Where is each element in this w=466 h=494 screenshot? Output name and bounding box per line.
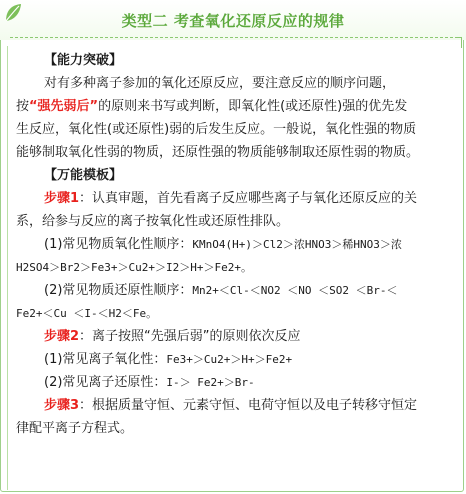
article-body	[16, 49, 454, 440]
section-heading-template: 【万能模板】	[44, 168, 123, 183]
step-label: 步骤2	[44, 329, 80, 344]
ion-oxidizing-line	[16, 348, 454, 371]
ion-reducing-line	[16, 371, 454, 394]
text: (2)常见离子还原性：	[44, 375, 167, 390]
step-line: 系，给参与反应的离子按氧化性或还原性排队。	[16, 214, 290, 229]
step-label: 步骤1	[44, 191, 80, 206]
formula: Mn2+＜Cl-＜NO2 ＜NO ＜SO2 ＜Br-＜	[192, 284, 398, 297]
reducing-order-line	[16, 302, 454, 325]
text: (1)常见离子氧化性：	[44, 352, 167, 367]
step-line	[16, 187, 454, 210]
formula: Fe3+＞Cu2+＞H+＞Fe2+	[166, 353, 293, 366]
text: 的原则来书写或判断，即氧化性(或还原性)强的优先发	[98, 99, 408, 114]
text: ：认真审题，首先看离子反应哪些离子与氧化还原反应的关	[79, 191, 418, 206]
oxidizing-order-line	[16, 256, 454, 279]
formula: I-＞ Fe2+＞Br-	[166, 376, 255, 389]
text: (1)常见物质氧化性顺序：	[44, 237, 193, 252]
highlight-quote: “强先弱后”	[29, 99, 99, 114]
page-title: 类型二 考查氧化还原反应的规律	[121, 12, 345, 30]
step-line: 律配平离子方程式。	[16, 421, 134, 436]
paragraph-line	[16, 95, 454, 118]
section-heading-ability: 【能力突破】	[44, 53, 123, 68]
text: ：根据质量守恒、元素守恒、电荷守恒以及电子转移守恒定	[79, 398, 418, 413]
step-line	[16, 325, 454, 348]
formula: H2SO4＞Br2＞Fe3+＞Cu2+＞I2＞H+＞Fe2+。	[16, 261, 252, 274]
reducing-order-line	[16, 279, 454, 302]
text: (2)常见物质还原性顺序：	[44, 283, 193, 298]
title-divider	[10, 37, 458, 38]
paragraph-line: 对有多种离子参加的氧化还原反应，要注意反应的顺序问题，	[44, 76, 396, 91]
text: 按	[16, 99, 30, 114]
title-bar	[0, 0, 466, 40]
oxidizing-order-line	[16, 233, 454, 256]
left-rule	[7, 46, 8, 490]
step-label: 步骤3	[44, 398, 80, 413]
formula: KMnO4(H+)＞Cl2＞浓HNO3＞稀HNO3＞浓	[192, 238, 402, 251]
step-line	[16, 394, 454, 417]
divider-hook	[455, 37, 462, 48]
paragraph-line: 生反应，氧化性(或还原性)弱的后发生反应。一般说，氧化性强的物质	[16, 122, 417, 137]
paragraph-line: 能够制取氧化性弱的物质，还原性强的物质能够制取还原性弱的物质。	[16, 145, 420, 160]
text: ：离子按照“先强后弱”的原则依次反应	[79, 329, 301, 344]
formula: Fe2+＜Cu ＜I-＜H2＜Fe。	[16, 307, 158, 320]
